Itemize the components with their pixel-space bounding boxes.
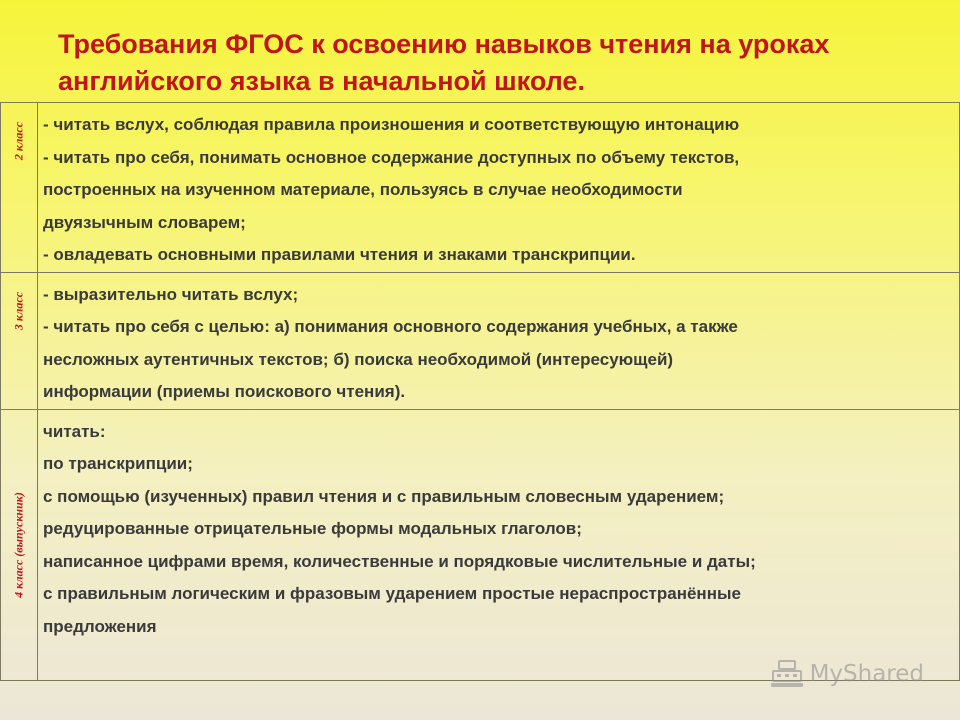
requirement-line: построенных на изученном материале, пользуясь в случае необходимости [43, 180, 683, 199]
requirement-line: читать: [43, 421, 106, 441]
requirement-line: несложных аутентичных текстов; б) поиска необходимой (интересующей) [43, 349, 674, 369]
requirement-line: - читать вслух, соблюдая правила произношения и соответствующую интонацию [43, 115, 740, 134]
requirement-line: - читать про себя, понимать основное содержание доступных по объему текстов, [43, 147, 740, 167]
requirement-line: - выразительно читать вслух; [43, 284, 299, 304]
requirement-line: с помощью (изученных) правил чтения и с правильным словесным ударением; [43, 486, 725, 506]
myshared-watermark [770, 657, 924, 691]
requirement-line: предложения [43, 616, 157, 636]
grade-2-requirements [38, 103, 960, 273]
grade-3-label-cell [1, 272, 38, 409]
grade-3-requirements [38, 272, 960, 409]
requirement-line: написанное цифрами время, количественные и порядковые числительные и даты; [43, 551, 756, 571]
requirement-line: информации (приемы поискового чтения). [43, 382, 406, 401]
requirement-line: с правильным логическим и фразовым ударением простые нераспространённые [43, 584, 741, 603]
grade-2-label: 2 класс [11, 121, 26, 161]
grade-4-row [1, 409, 960, 680]
requirement-line: по транскрипции; [43, 454, 193, 473]
requirement-line: - овладевать основными правилами чтения и знаками транскрипции. [43, 245, 636, 264]
requirement-line: редуцированные отрицательные формы модальных глаголов; [43, 519, 582, 538]
slide-title-line-2: английского языка в начальной школе. [58, 66, 585, 96]
grade-2-row [1, 103, 960, 273]
requirement-line: - читать про себя с целью: а) понимания основного содержания учебных, а также [43, 317, 738, 336]
slide-title-line-1: Требования ФГОС к освоению навыков чтения на уроках [58, 29, 830, 59]
requirements-table [0, 102, 960, 681]
requirement-line: двуязычным словарем; [43, 212, 246, 232]
grade-4-requirements [38, 409, 960, 680]
grade-3-label: 3 класс [11, 291, 26, 330]
grade-2-label-cell [1, 103, 38, 273]
grade-4-label: 4 класс (выпускник) [11, 491, 26, 598]
grade-3-row [1, 272, 960, 409]
cash-register-icon [770, 659, 804, 689]
watermark-text: MyShared [809, 661, 924, 687]
grade-4-label-cell [1, 409, 38, 680]
slide-title [58, 26, 938, 100]
